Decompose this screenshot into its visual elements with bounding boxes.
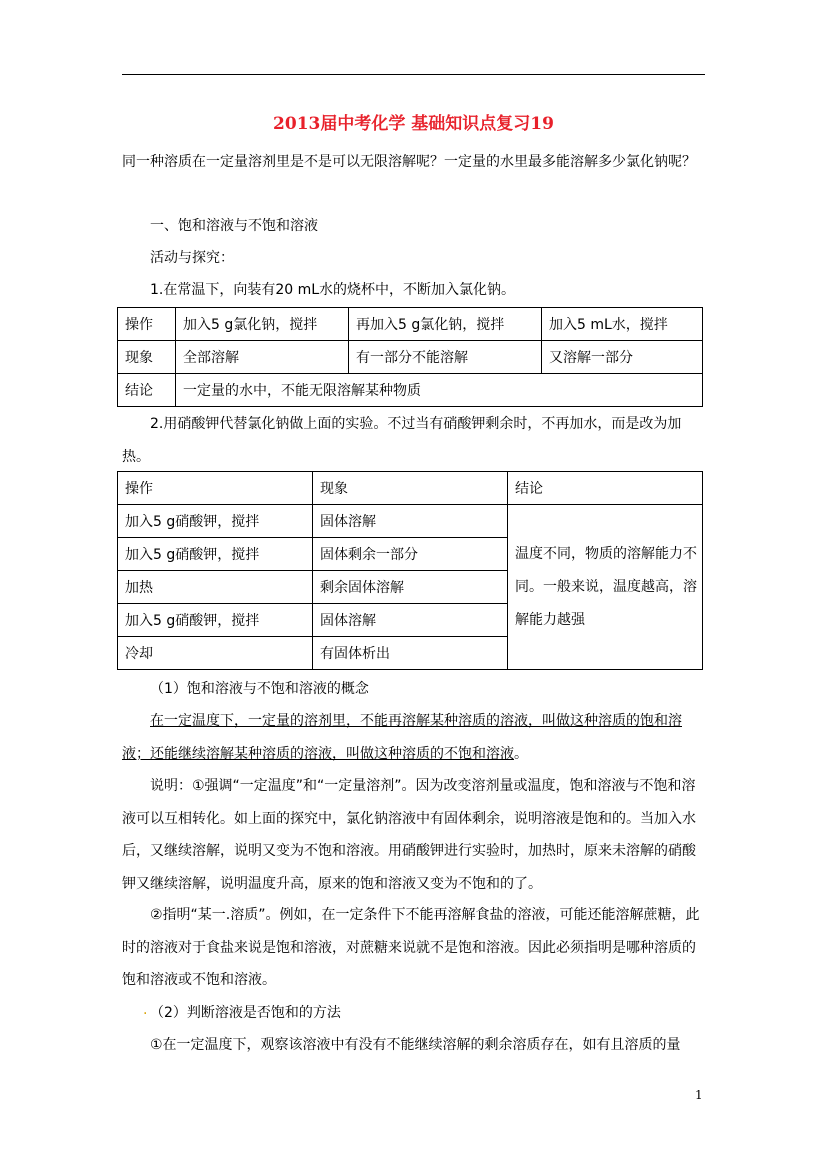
concept-heading: （1）饱和溶液与不饱和溶液的概念 xyxy=(150,681,369,697)
table-cell: 固体溶解 xyxy=(313,505,508,538)
note-1-paragraph: 说明：①强调“一定温度”和“一定量溶剂”。因为改变溶剂量或温度，饱和溶液与不饱和溶液可以互相转化。如上面的探究中，氯化钠溶液中有固体剩余，说明溶液是饱和的。当加入水后，又继续溶解，说明又变为不饱和溶液。用硝酸钾进行实验时，加热时，原来未溶解的硝酸钾又继续溶解，说明温度升高，原来的饱和溶液又变为不饱和的了。 xyxy=(122,778,696,892)
conclusion-cell: 温度不同，物质的溶解能力不同。一般来说，温度越高，溶解能力越强 xyxy=(508,505,703,670)
table-cell: 又溶解一部分 xyxy=(542,341,703,374)
header-rule xyxy=(122,74,705,75)
document-title: 2013届中考化学 基础知识点复习19 xyxy=(273,114,554,134)
table-row xyxy=(118,341,703,374)
table-cell: 有一部分不能溶解 xyxy=(349,341,542,374)
activity-label: 活动与探究： xyxy=(150,250,234,266)
experiment-1-text: 1.在常温下，向装有20 mL水的烧杯中，不断加入氯化钠。 xyxy=(150,282,516,298)
table-cell: 结论 xyxy=(118,374,176,407)
experiment-2-table xyxy=(117,471,703,670)
table-cell: 加入5 g氯化钠，搅拌 xyxy=(176,308,349,341)
table-row xyxy=(118,374,703,407)
definition-end: 。 xyxy=(514,745,528,762)
table-cell: 一定量的水中，不能无限溶解某种物质 xyxy=(176,374,703,407)
definition-underlined: 在一定温度下，一定量的溶剂里，不能再溶解某种溶质的溶液，叫做这种溶质的饱和溶液；还能继续溶解某种溶质的溶液，叫做这种溶质的不饱和溶液 xyxy=(122,713,682,762)
section-heading: 一、饱和溶液与不饱和溶液 xyxy=(150,218,318,234)
table-row xyxy=(118,505,703,538)
table-cell: 加入5 g硝酸钾，搅拌 xyxy=(118,505,313,538)
intro-paragraph: 同一种溶质在一定量溶剂里是不是可以无限溶解呢？一定量的水里最多能溶解多少氯化钠呢？ xyxy=(122,154,696,170)
judge-heading: （2）判断溶液是否饱和的方法 xyxy=(150,1005,341,1021)
table-row xyxy=(118,472,703,505)
table-cell: 加入5 mL水，搅拌 xyxy=(542,308,703,341)
table-cell: 加入5 g硝酸钾，搅拌 xyxy=(118,538,313,571)
experiment-2-text: 2.用硝酸钾代替氯化钠做上面的实验。不过当有硝酸钾剩余时，不再加水，而是改为加热。 xyxy=(122,416,682,465)
concept-definition xyxy=(122,705,705,770)
table-header: 现象 xyxy=(313,472,508,505)
table-cell: 加热 xyxy=(118,571,313,604)
table-cell: 有固体析出 xyxy=(313,637,508,670)
note-2-paragraph: ②指明“某一.溶质”。例如，在一定条件下不能再溶解食盐的溶液，可能还能溶解蔗糖，此时的溶液对于食盐来说是饱和溶液，对蔗糖来说就不是饱和溶液。因此必须指明是哪种溶质的饱和溶液或不饱和溶液。 xyxy=(122,907,700,988)
table-cell: 固体溶解 xyxy=(313,604,508,637)
table-cell: 剩余固体溶解 xyxy=(313,571,508,604)
table-cell: 全部溶解 xyxy=(176,341,349,374)
table-header: 结论 xyxy=(508,472,703,505)
table-cell: 再加入5 g氯化钠，搅拌 xyxy=(349,308,542,341)
table-cell: 冷却 xyxy=(118,637,313,670)
table-cell: 固体剩余一部分 xyxy=(313,538,508,571)
table-row xyxy=(118,308,703,341)
judge-method-1: ①在一定温度下，观察该溶液中有没有不能继续溶解的剩余溶质存在，如有且溶质的量 xyxy=(150,1037,681,1053)
experiment-1-table xyxy=(117,307,703,407)
stray-dot: . xyxy=(143,1002,148,1018)
table-header: 操作 xyxy=(118,472,313,505)
table-cell: 操作 xyxy=(118,308,176,341)
page-number: 1 xyxy=(695,1088,703,1102)
table-cell: 加入5 g硝酸钾，搅拌 xyxy=(118,604,313,637)
table-cell: 现象 xyxy=(118,341,176,374)
intro-block xyxy=(122,146,705,179)
